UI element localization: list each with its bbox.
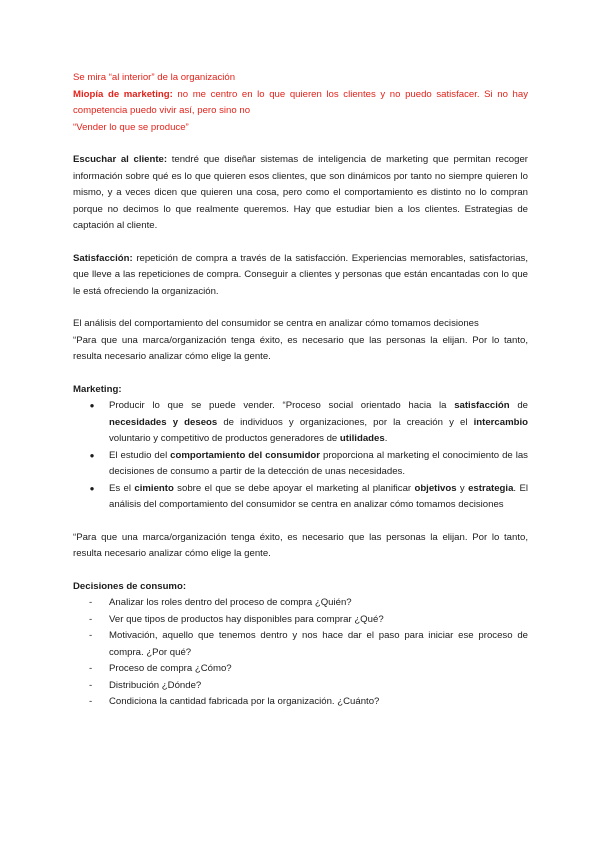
text-segment: de — [509, 400, 528, 411]
decision-item — [73, 612, 528, 629]
decisiones-heading: Decisiones de consumo: — [73, 580, 187, 592]
bold-term: comportamiento del consumidor — [170, 449, 321, 461]
decision-item-text: Motivación, aquello que tenemos dentro y nos hace dar el paso para iniciar ese proceso de compra. ¿Por qué? — [109, 630, 528, 658]
marketing-heading: Marketing: — [73, 383, 122, 395]
text-segment: . — [384, 433, 388, 444]
text-segment: sobre el que se debe apoyar el marketing al planificar — [173, 482, 415, 494]
marketing-bullet — [73, 448, 528, 481]
bullet-text — [109, 450, 528, 478]
text-segment: repetición de compra a través de la satisfacción. Experiencias memorables, satisfactorias, que lleve a las repeticiones de compra. Conseguir a clientes y personas que están encantadas con lo que le está ofreciendo la organización. — [73, 252, 528, 297]
decision-item — [73, 678, 528, 695]
marketing-bullet — [73, 481, 528, 514]
analisis-line: El análisis del comportamiento del consumidor se centra en analizar cómo tomamos decisiones — [73, 318, 479, 329]
miopia-paragraph — [73, 87, 528, 120]
bold-term: Miopía de marketing: — [73, 88, 173, 100]
dash-marker: - — [89, 613, 93, 625]
decision-item — [73, 595, 528, 612]
bullet-marker: ● — [89, 483, 95, 493]
document-body — [73, 70, 528, 711]
bold-term: intercambio — [473, 416, 528, 428]
bullet-marker: ● — [89, 450, 95, 460]
decision-item — [73, 661, 528, 678]
dash-marker: - — [89, 696, 93, 707]
text-segment: voluntario y competitivo de productos generadores de — [109, 433, 340, 444]
dash-marker: - — [89, 597, 93, 608]
decision-item — [73, 694, 528, 711]
satisfaccion-paragraph — [73, 251, 528, 301]
bold-term: objetivos — [414, 482, 457, 494]
text-segment: . El análisis del comportamiento del consumidor se centra en analizar cómo tomamos decisiones — [109, 482, 528, 510]
dash-marker: - — [89, 630, 93, 641]
decision-item-text: Ver que tipos de productos hay disponibles para comprar ¿Qué? — [109, 613, 384, 625]
bold-term: cimiento — [134, 482, 174, 494]
bold-term: Escuchar al cliente: — [73, 154, 168, 165]
text-segment: no me centro en lo que quieren los clientes y no puedo satisfacer. Si no hay competencia puedo vivir así, pero sino no — [73, 88, 529, 116]
marketing-bullet-list — [73, 398, 528, 514]
intro-line: Se mira “al interior” de la organización — [73, 72, 236, 83]
bullet-text — [109, 483, 528, 511]
text-segment: Producir lo que se puede vender. “Proceso social orientado hacia la — [109, 400, 455, 411]
marketing-bullet — [73, 398, 528, 448]
bold-term: necesidades y deseos — [109, 416, 218, 428]
text-segment: de individuos y organizaciones, por la creación y el — [217, 416, 474, 428]
decision-item-text: Analizar los roles dentro del proceso de compra ¿Quién? — [109, 597, 352, 608]
vender-quote: “Vender lo que se produce” — [73, 121, 189, 133]
decision-item-text: Distribución ¿Dónde? — [109, 679, 202, 691]
decisiones-list — [73, 595, 528, 711]
text-segment: tendré que diseñar sistemas de inteligencia de marketing que permitan recoger información sobre qué es lo que quieren esos clientes, que son dinámicos por tanto no siempre quieren lo mismo, y a veces dicen que quieren una cosa, pero como el comportamiento es distinto no lo compran porque no decimos lo que realmente queremos. Hay que estudiar bien a los clientes. Estrategias de captación al cliente. — [73, 154, 528, 231]
escuchar-paragraph — [73, 152, 528, 235]
bold-term: estrategia — [468, 482, 514, 494]
text-segment: Es el — [109, 482, 135, 494]
text-segment: El estudio del — [109, 449, 171, 461]
decision-item — [73, 628, 528, 661]
decision-item-text: Condiciona la cantidad fabricada por la organización. ¿Cuánto? — [109, 696, 380, 707]
decision-item-text: Proceso de compra ¿Cómo? — [109, 663, 232, 674]
bullet-marker: ● — [89, 401, 95, 410]
quote-paragraph: “Para que una marca/organización tenga éxito, es necesario que las personas la elijan. Por lo tanto, resulta necesario analizar cómo elige la gente. — [73, 531, 528, 559]
quote-paragraph: “Para que una marca/organización tenga éxito, es necesario que las personas la elijan. Por lo tanto, resulta necesario analizar cómo elige la gente. — [73, 334, 528, 362]
bullet-text — [109, 400, 528, 444]
dash-marker: - — [89, 679, 93, 691]
text-segment: proporciona al marketing el conocimiento de las decisiones de consumo a partir de la detección de unas necesidades. — [109, 449, 528, 477]
dash-marker: - — [89, 663, 93, 674]
bold-term: satisfacción — [454, 400, 510, 411]
text-segment: y — [456, 482, 469, 494]
bold-term: utilidades — [339, 433, 385, 444]
bold-term: Satisfacción: — [73, 252, 133, 264]
